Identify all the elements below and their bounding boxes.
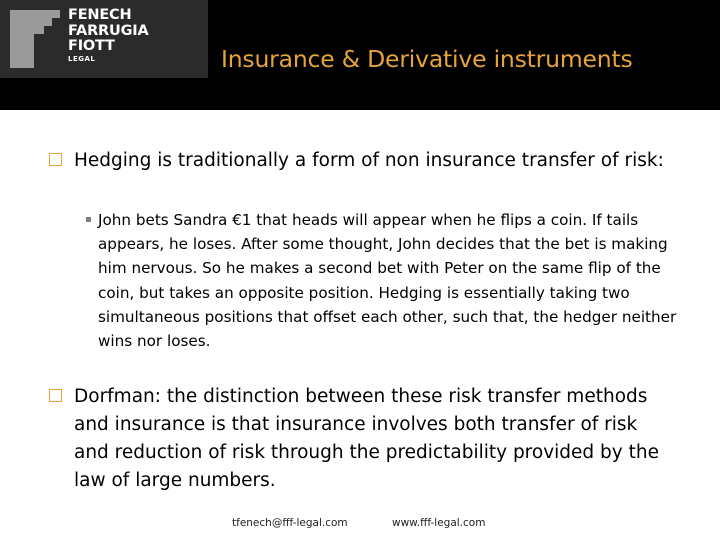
sub-bullet-item-example bbox=[82, 208, 692, 353]
bullet-item-dorfman bbox=[50, 383, 674, 495]
slide-title: Insurance & Derivative instruments bbox=[221, 45, 633, 73]
bullet-text: Hedging is traditionally a form of non insurance transfer of risk: bbox=[74, 150, 664, 171]
square-bullet-icon bbox=[86, 217, 91, 222]
logo-line-1: FENECH bbox=[68, 7, 132, 23]
checkbox-bullet-icon bbox=[49, 153, 62, 166]
logo-line-3: FIOTT bbox=[68, 38, 115, 54]
bullet-item-hedging bbox=[50, 147, 674, 175]
footer-email[interactable]: tfenech@fff-legal.com bbox=[232, 517, 348, 529]
logo-line-2: FARRUGIA bbox=[68, 22, 149, 39]
logo-sub: LEGAL bbox=[68, 54, 96, 63]
footer-website[interactable]: www.fff-legal.com bbox=[392, 517, 486, 529]
checkbox-bullet-icon bbox=[49, 389, 62, 402]
bullet-text: Dorfman: the distinction between these risk transfer methods and insurance is that insurance involves both transfer of risk and reduction of risk through the predictability provided by the law of large numbers. bbox=[74, 386, 659, 491]
sub-bullet-text: John bets Sandra €1 that heads will appear when he flips a coin. If tails appears, he loses. After some thought, John decides that the bet is making him nervous. So he makes a second bet with Peter on the same flip of the coin, but takes an opposite position. Hedging is essentially taking two simultaneous positions that offset each other, such that, the hedger neither wins nor loses. bbox=[98, 211, 677, 351]
